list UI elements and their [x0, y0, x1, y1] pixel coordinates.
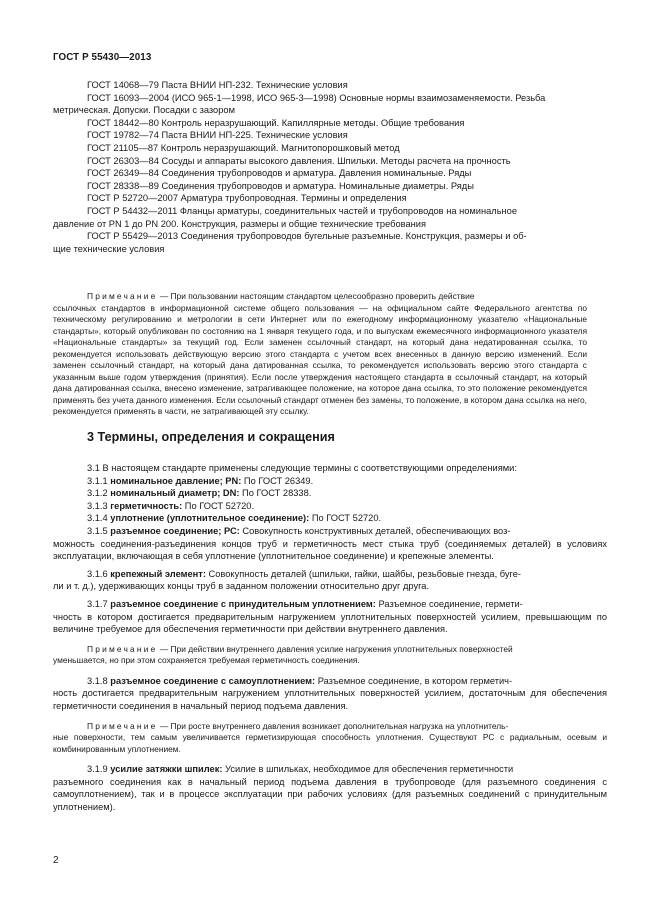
note-first-line: — При действии внутреннего давления усилие нагружения уплотнительных поверхностей — [159, 643, 513, 654]
ref-item — [87, 167, 607, 180]
ref-text: ГОСТ Р 54432—2011 Фланцы арматуры, соединительных частей и трубопроводов на номинальное — [87, 205, 518, 216]
term-3-1-6 — [87, 568, 607, 581]
term-number: 3.1.6 — [87, 568, 108, 579]
ref-item — [87, 142, 607, 155]
term-3-1-9 — [87, 763, 607, 776]
term-number: 3.1.3 — [87, 500, 108, 511]
page-number: 2 — [53, 855, 59, 866]
term-number: 3.1.4 — [87, 513, 108, 524]
term-note — [53, 643, 607, 667]
term-number: 3.1.5 — [87, 525, 108, 536]
document-code-header: ГОСТ Р 55430—2013 — [53, 52, 152, 63]
ref-continuation: давление от PN 1 до PN 200. Конструкция, размеры и общие технические требования — [53, 218, 427, 229]
ref-item — [87, 192, 607, 205]
term-definition: По ГОСТ 28338. — [242, 488, 312, 499]
term-3-1-1 — [87, 475, 607, 488]
term-3-1-8 — [87, 675, 607, 688]
note-body: уменьшается, но при этом сохраняется требуемая герметичность соединения. — [53, 655, 360, 666]
term-number: 3.1.9 — [87, 764, 108, 774]
term-name: номинальный диаметр; DN: — [110, 488, 240, 499]
term-definition-cont: ность достигается предварительным нагружением уплотнительных поверхностей усилием, достаточным для обеспечения герметичности соединения в начальный период подъема давления. — [53, 688, 607, 711]
term-3-1-2 — [87, 487, 607, 500]
term-definition: Разъемное соединение, гермети- — [378, 598, 523, 609]
ref-item — [87, 205, 607, 218]
section-title: 3 Термины, определения и сокращения — [87, 430, 335, 444]
ref-item — [87, 79, 607, 92]
ref-continuation: щие технические условия — [53, 243, 165, 254]
references-note — [53, 291, 587, 418]
term-3-1-5 — [87, 525, 607, 538]
term-name: разъемное соединение с самоуплотнением: — [110, 675, 316, 686]
term-name: разъемное соединение; РС: — [110, 525, 240, 536]
term-definition-cont: ли и т. д.), удерживающих концы труб в заданном положении относительно друг друга. — [53, 581, 430, 592]
term-definition: По ГОСТ 26349. — [243, 475, 314, 486]
ref-text: ГОСТ 21105—87 Контроль неразрушающий. Магнитопорошковый метод — [87, 142, 400, 153]
ref-item — [87, 230, 607, 243]
term-number: 3.1.1 — [87, 475, 108, 486]
ref-text: ГОСТ Р 55429—2013 Соединения трубопроводов бугельные разъемные. Конструкция, размеры и об- — [87, 231, 527, 242]
term-definition: Совокупность деталей (шпильки, гайки, шайбы, резьбовые гнезда, буге- — [208, 568, 521, 579]
term-definition: Совокупность конструктивных деталей, обеспечивающих воз- — [242, 525, 511, 536]
note-lead: Примечание — [87, 291, 158, 301]
note-first-line: — При росте внутреннего давления возникает дополнительная нагрузка на уплотнитель- — [159, 720, 509, 731]
ref-text: ГОСТ 14068—79 Паста ВНИИ НП-232. Технические условия — [87, 80, 348, 90]
ref-item — [87, 117, 607, 130]
term-definition: По ГОСТ 52720. — [184, 500, 255, 511]
term-definition: Разъемное соединение, в котором герметич- — [317, 675, 513, 686]
note-body: ссылочных стандартов в информационной системе общего пользования — на официальном сайте Федерального агентства по техническому регулированию и метрологии в сети Интернет или по ежегодному информационному указателю «Национальные стандарты», который опубликован по состоянию на 1 января текущего года, и по выпускам ежемесячного информационного указателя «Национальные стандарты» за текущий год. Если заменен ссылочный стандарт, на который дана недатированная ссылка, то рекомендуется использовать действующую версию этого стандарта с учетом всех внесенных в данную версию изменений. Если заменен ссылочный стандарт, на который дана датированная ссылка, то рекомендуется использовать версию этого стандарта с указанным выше годом утверждения (принятия). Если после утверждения настоящего стандарта в ссылочный стандарт, на который дана датированная ссылка, внесено изменение, затрагивающее положение, на которое дана ссылка, то это положение рекомендуется применять без учета данного изменения. Если ссылочный стандарт отменен без замены, то положение, в котором дана ссылка на него, рекомендуется применять в части, не затрагивающей эту ссылку. — [53, 302, 587, 416]
ref-text: ГОСТ Р 52720—2007 Арматура трубопроводная. Термины и определения — [87, 193, 407, 204]
term-3-1-3 — [87, 500, 607, 513]
term-name: усилие затяжки шпилек: — [110, 764, 223, 774]
term-definition-cont: можность соединения-разъединения концов труб и герметичность мест стыка труб (соединяемых деталей) в условиях эксплуатации, включающая в себя уплотнение (уплотнительное соединение) и крепежные элементы. — [53, 538, 607, 562]
ref-text: ГОСТ 26349—84 Соединения трубопроводов и арматура. Давления номинальные. Ряды — [87, 168, 472, 179]
term-3-1-4 — [87, 512, 607, 525]
ref-text: ГОСТ 18442—80 Контроль неразрушающий. Капиллярные методы. Общие требования — [87, 117, 465, 128]
term-number: 3.1.7 — [87, 598, 108, 609]
term-definition-cont: разъемного соединения как в начальный период подъема давления в трубопроводе (для разъемного соединения с самоуплотнением), так и в процессе эксплуатации при рабочих условиях (для разъемных соединений с принудительным уплотнением). — [53, 776, 607, 812]
terms-section — [53, 462, 607, 813]
ref-item — [87, 129, 607, 142]
note-first-line: — При пользовании настоящим стандартом целесообразно проверить действие — [159, 291, 475, 301]
term-definition-cont: чность в котором достигается предварительным нагружением уплотнительных поверхностей усилием, превышающим по величине требуемое для обеспечения герметичности при действии внутреннего давления. — [53, 611, 607, 635]
ref-text: ГОСТ 28338—89 Соединения трубопроводов и арматура. Номинальные диаметры. Ряды — [87, 180, 474, 191]
term-name: номинальное давление; PN: — [110, 475, 242, 486]
ref-text: ГОСТ 26303—84 Сосуды и аппараты высокого давления. Шпильки. Методы расчета на прочность — [87, 155, 511, 166]
term-name: разъемное соединение с принудительным уплотнением: — [110, 598, 376, 609]
ref-text: ГОСТ 16093—2004 (ИСО 965-1—1998, ИСО 965-3—1998) Основные нормы взаимозаменяемости. Резьба — [87, 92, 546, 103]
ref-continuation: метрическая. Допуски. Посадки с зазором — [53, 105, 235, 116]
term-number: 3.1.8 — [87, 675, 108, 686]
normative-references-list — [53, 79, 607, 255]
term-name: крепежный элемент: — [110, 568, 206, 579]
section-intro: 3.1 В настоящем стандарте применены следующие термины с соответствующими определениями: — [87, 463, 517, 473]
term-number: 3.1.2 — [87, 488, 108, 499]
term-definition: По ГОСТ 52720. — [311, 513, 382, 524]
term-3-1-7 — [87, 598, 607, 611]
term-definition: Усилие в шпильках, необходимое для обеспечения герметичности — [225, 764, 514, 774]
term-name: герметичность: — [110, 500, 183, 511]
ref-item — [87, 92, 607, 105]
term-name: уплотнение (уплотнительное соединение): — [110, 513, 310, 524]
note-lead: Примечание — [87, 720, 158, 731]
ref-item — [87, 155, 607, 168]
ref-text: ГОСТ 19782—74 Паста ВНИИ НП-225. Технические условия — [87, 130, 348, 141]
term-note — [53, 720, 607, 756]
note-lead: Примечание — [87, 643, 158, 654]
note-body: ные поверхности, тем самым увеличивается герметизирующая способность уплотнения. Существуют РС с радиальным, осевым и комбинированным уплотнением. — [53, 732, 607, 754]
ref-item — [87, 180, 607, 193]
